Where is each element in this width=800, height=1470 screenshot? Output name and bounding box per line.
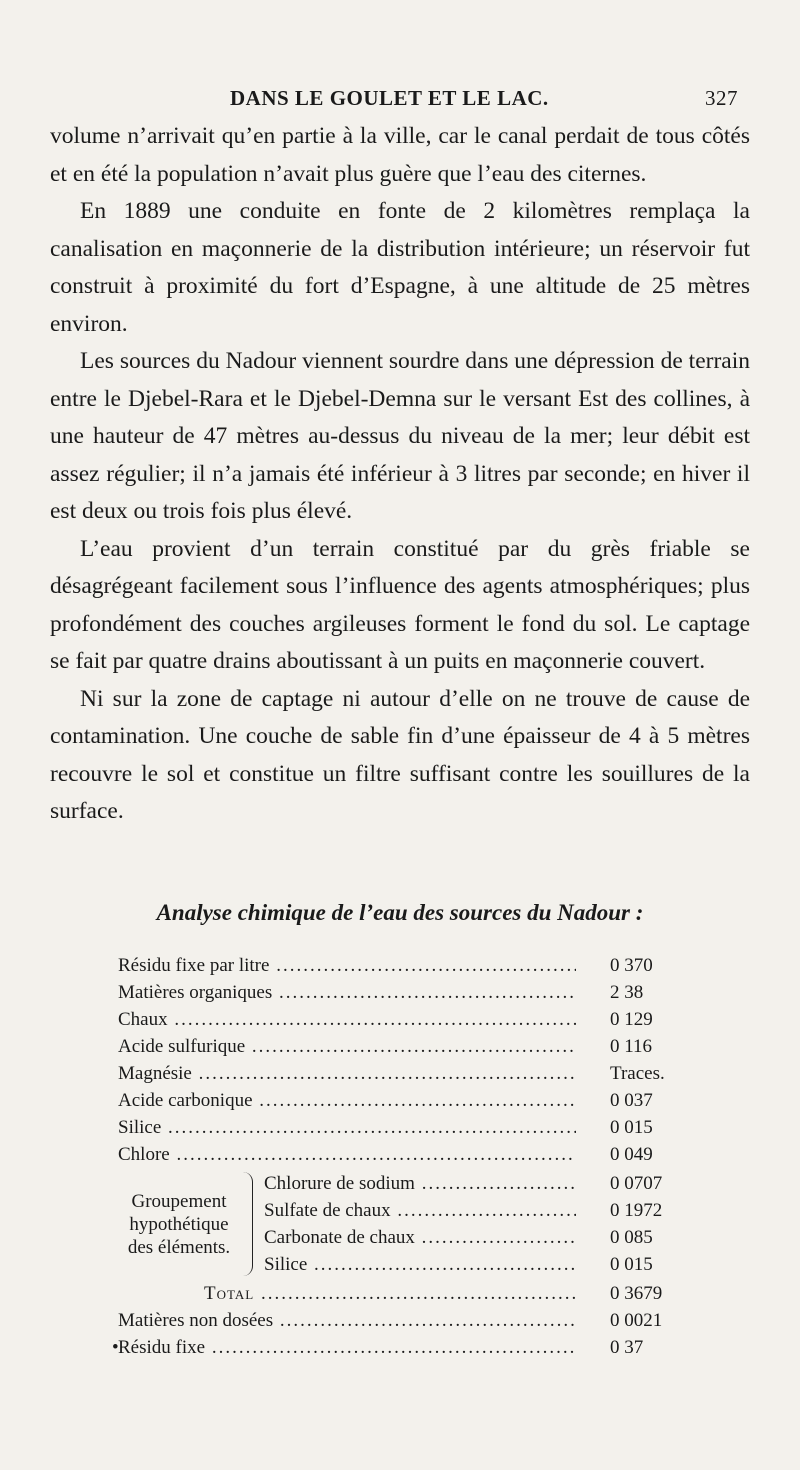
row-label: Carbonate de chaux ..... [264, 1224, 576, 1251]
page-number: 327 [705, 86, 738, 110]
paragraph: Ni sur la zone de captage ni autour d’elle on ne trouve de cause de contamination. Une couche de sable fin d’une épaisseur de 4 à 5 mètres recouvre le sol et constitue un filtre suffisant contre les souillures de la surface. [50, 685, 750, 824]
row-label: Chlore ..... [118, 1141, 576, 1168]
table-row [264, 1170, 696, 1197]
body-text [50, 118, 750, 831]
bullet-mark: • [112, 1337, 119, 1358]
row-label: Matières non dosées ..... [118, 1307, 576, 1334]
paragraph: L’eau provient d’un terrain constitué par du grès friable se désagrégeant facilement sous l’influence des agents atmosphériques; plus profondément des couches argileuses forment le fond du sol. Le captage se fait par quatre drains aboutissant à un puits en maçonnerie couvert. [50, 535, 750, 674]
paragraph: Les sources du Nadour viennent sourdre dans une dépression de terrain entre le Djebel-Rara et le Djebel-Demna sur le versant Est des collines, à une hauteur de 47 mètres au-dessus du niveau de la mer; leur débit est assez régulier; il n’a jamais été inférieur à 3 litres par seconde; en hiver il est deux ou trois fois plus élevé. [50, 348, 750, 524]
analysis-table [112, 952, 696, 1361]
group-label-line: des éléments. [127, 1237, 231, 1258]
total-label: Total ..... [204, 1280, 576, 1307]
table-row [118, 1006, 696, 1033]
page-header [120, 80, 738, 114]
row-label: Silice ..... [264, 1251, 576, 1278]
row-label: Résidu fixe par litre ..... [118, 952, 576, 979]
table-row [264, 1251, 696, 1278]
row-value: 2 38 [610, 982, 644, 1003]
row-label: Acide carbonique ..... [118, 1087, 576, 1114]
row-value: 0 0021 [610, 1310, 663, 1331]
row-value: 0 0707 [610, 1173, 663, 1194]
row-value: 0 1972 [610, 1200, 663, 1221]
row-label: Silice ..... [118, 1114, 576, 1141]
table-row [118, 952, 696, 979]
row-label: Matières organiques ..... [118, 979, 576, 1006]
table-row [264, 1224, 696, 1251]
table-row [118, 1060, 696, 1087]
row-label: Chlorure de sodium ..... [264, 1170, 576, 1197]
row-label: Magnésie ..... [118, 1060, 576, 1087]
table-row [118, 1087, 696, 1114]
row-value: 0 085 [610, 1227, 653, 1248]
row-value: 0 116 [610, 1036, 653, 1057]
group-label [118, 1190, 240, 1259]
hypothetical-grouping [118, 1168, 696, 1280]
row-label: Chaux ..... [118, 1006, 576, 1033]
table-row [118, 979, 696, 1006]
row-value: 0 037 [610, 1090, 653, 1111]
group-label-line: Groupement [131, 1191, 227, 1212]
table-row [118, 1141, 696, 1168]
row-label: Acide sulfurique ..... [118, 1033, 576, 1060]
group-label-line: hypothétique [129, 1214, 229, 1235]
row-value: 0 049 [610, 1144, 653, 1165]
brace [242, 1172, 253, 1276]
table-row [118, 1114, 696, 1141]
row-value: 0 370 [610, 955, 653, 976]
row-label: Sulfate de chaux ..... [264, 1197, 576, 1224]
analysis-caption: Analyse chimique de l’eau des sources du Nadour : [156, 900, 644, 925]
row-value: 0 37 [610, 1337, 644, 1358]
row-value: 0 015 [610, 1254, 653, 1275]
table-row [264, 1197, 696, 1224]
total-value: 0 3679 [610, 1283, 663, 1304]
row-label: Résidu fixe ..... [118, 1334, 576, 1361]
table-row [118, 1033, 696, 1060]
paragraph: volume n’arrivait qu’en partie à la ville, car le canal perdait de tous côtés et en été la population n’avait plus guère que l’eau des citernes. [50, 123, 750, 187]
row-value: Traces. [610, 1063, 665, 1084]
table-row [118, 1307, 696, 1334]
total-row [118, 1280, 696, 1307]
table-row [112, 1334, 696, 1361]
paragraph: En 1889 une conduite en fonte de 2 kilomètres remplaça la canalisation en maçonnerie de la distribution intérieure; un réservoir fut construit à proximité du fort d’Espagne, à une altitude de 25 mètres environ. [50, 198, 750, 337]
row-value: 0 015 [610, 1117, 653, 1138]
running-title: DANS LE GOULET ET LE LAC. [230, 86, 549, 110]
row-value: 0 129 [610, 1009, 653, 1030]
